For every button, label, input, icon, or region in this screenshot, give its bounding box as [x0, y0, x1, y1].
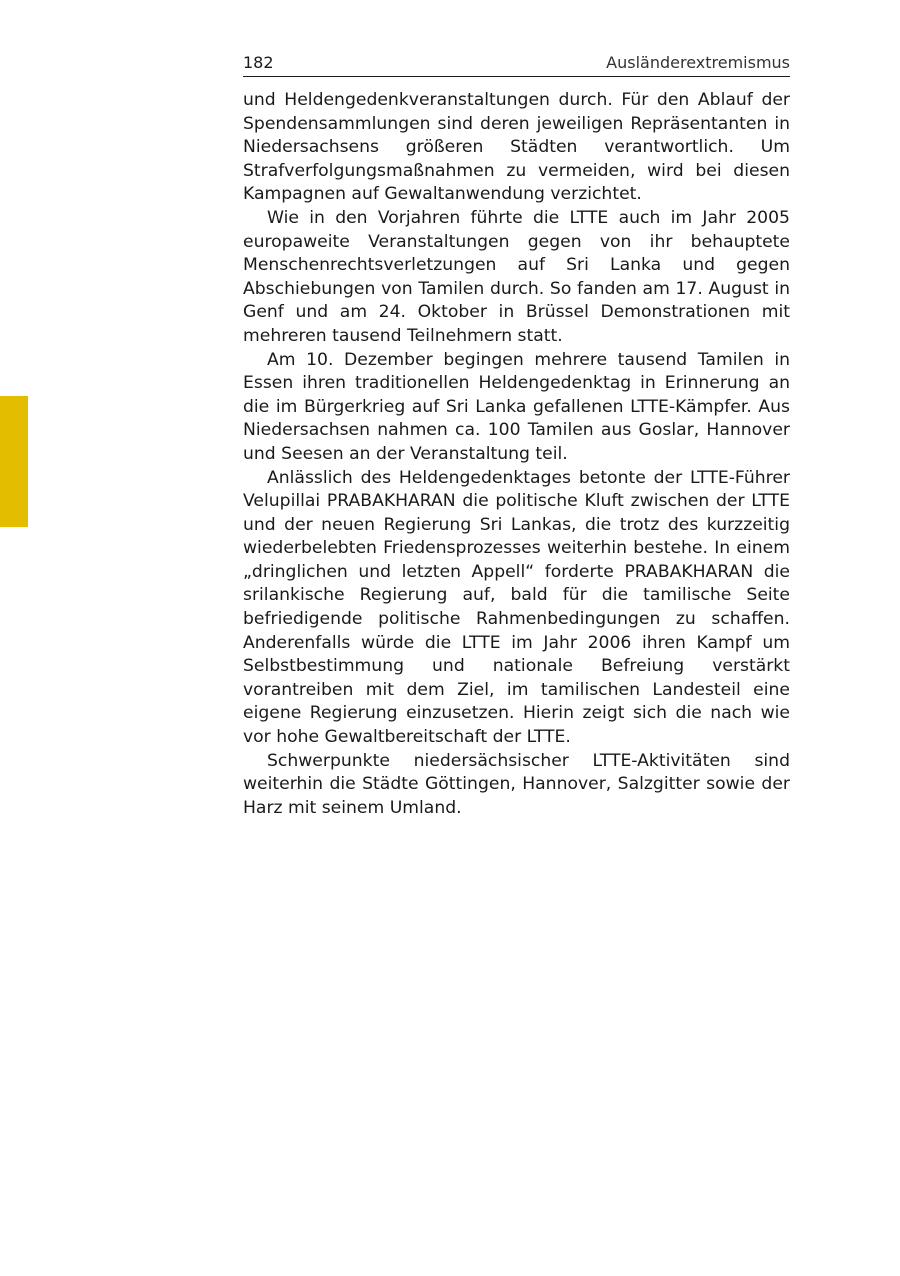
- paragraph: Am 10. Dezember begingen mehrere tausend Tamilen in Essen ihren traditionellen Heldengedenktag in Erinnerung an die im Bürgerkrieg auf Sri Lanka gefallenen LTTE-Kämpfer. Aus Niedersachsen nahmen ca. 100 Tamilen aus Goslar, Hannover und Seesen an der Veranstaltung teil.: [243, 349, 790, 464]
- page-content: [243, 52, 790, 820]
- paragraph: Wie in den Vorjahren führte die LTTE auch im Jahr 2005 europaweite Veranstaltungen gegen von ihr behauptete Menschenrechtsverletzungen auf Sri Lanka und gegen Abschiebungen von Tamilen durch. So fanden am 17. August in Genf und am 24. Oktober in Brüssel Demonstrationen mit mehreren tausend Teilnehmern statt.: [243, 207, 790, 346]
- paragraph: und Heldengedenkveranstaltungen durch. Für den Ablauf der Spendensammlungen sind deren jeweiligen Repräsentanten in Niedersachsens größeren Städten verantwortlich. Um Strafverfolgungsmaßnahmen zu vermeiden, wird bei diesen Kampagnen auf Gewaltanwendung verzichtet.: [243, 90, 790, 205]
- body-text: [243, 89, 790, 820]
- chapter-marker-tab: [0, 396, 28, 527]
- running-header: [243, 52, 790, 77]
- paragraph: Schwerpunkte niedersächsischer LTTE-Aktivitäten sind weiterhin die Städte Göttingen, Hannover, Salzgitter sowie der Harz mit seinem Umland.: [243, 750, 790, 818]
- chapter-title: Ausländerextremismus: [606, 53, 790, 72]
- paragraph: Anlässlich des Heldengedenktages betonte der LTTE-Führer Velupillai PRABAKHARAN die politische Kluft zwischen der LTTE und der neuen Regierung Sri Lankas, die trotz des kurzzeitig wiederbelebten Friedensprozesses weiterhin bestehe. In einem „dringlichen und letzten Appell“ forderte PRABAKHARAN die srilankische Regierung auf, bald für die tamilische Seite befriedigende politische Rahmenbedingungen zu schaffen. Anderenfalls würde die LTTE im Jahr 2006 ihren Kampf um Selbstbestimmung und nationale Befreiung verstärkt vorantreiben mit dem Ziel, im tamilischen Landesteil eine eigene Regierung einzusetzen. Hierin zeigt sich die nach wie vor hohe Gewaltbereitschaft der LTTE.: [243, 467, 790, 748]
- page-number: 182: [243, 53, 274, 72]
